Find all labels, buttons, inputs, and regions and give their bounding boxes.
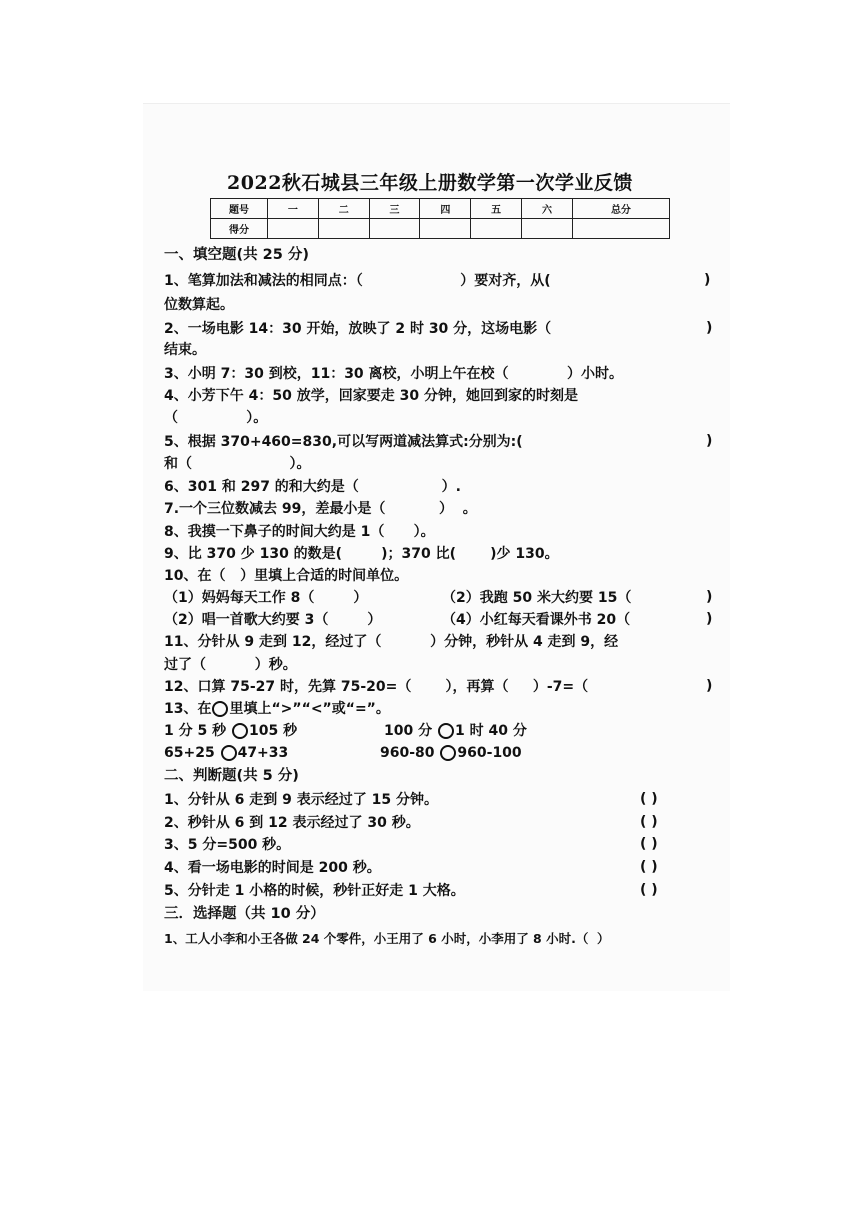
section-heading-fill: 一、填空题(共 25 分) [164, 247, 310, 263]
compare-right: 960-100 [457, 745, 522, 761]
judge-answer-paren[interactable]: ( ) [640, 859, 658, 875]
score-cell[interactable] [369, 219, 420, 239]
exam-title: 2022秋石城县三年级上册数学第一次学业反馈 [227, 172, 633, 194]
score-cell[interactable] [572, 219, 669, 239]
question-10-item-3: （2）唱一首歌大约要 3（ ） [164, 612, 382, 628]
compare-circle-icon[interactable] [221, 745, 237, 761]
compare-item-3 [164, 744, 288, 762]
paren-close: ) [706, 611, 713, 627]
question-10-item-1: （1）妈妈每天工作 8（ ） [164, 590, 368, 606]
question-11-line-2: 过了（ ）秒。 [164, 657, 297, 673]
question-4-line-1: 4、小芳下午 4：50 放学，回家要走 30 分钟，她回到家的时刻是 [164, 388, 578, 404]
question-5-line-1: 5、根据 370+460=830,可以写两道减法算式:分别为:( [164, 434, 523, 450]
score-table-header-row [211, 199, 670, 219]
compare-left: 100 分 [384, 723, 433, 739]
score-table [210, 198, 670, 239]
compare-item-2 [384, 722, 527, 740]
compare-left: 65+25 [164, 745, 215, 761]
question-10: 10、在（ ）里填上合适的时间单位。 [164, 568, 409, 584]
score-table-header-cell: 二 [318, 199, 369, 219]
compare-right: 47+33 [237, 745, 289, 761]
compare-circle-icon[interactable] [438, 723, 454, 739]
compare-item-4 [380, 744, 522, 762]
compare-left: 960-80 [380, 745, 435, 761]
question-3: 3、小明 7：30 到校，11：30 离校，小明上午在校（ ）小时。 [164, 366, 624, 382]
score-table-header-cell: 题号 [211, 199, 268, 219]
score-cell[interactable] [318, 219, 369, 239]
question-2-line-2: 结束。 [164, 342, 206, 358]
compare-right: 105 秒 [248, 723, 298, 739]
question-8: 8、我摸一下鼻子的时间大约是 1（ ）。 [164, 524, 435, 540]
question-6: 6、301 和 297 的和大约是（ ）. [164, 479, 461, 495]
score-cell[interactable] [471, 219, 522, 239]
score-table-header-cell: 一 [268, 199, 319, 219]
question-5-line-2: 和（ ）。 [164, 456, 311, 472]
score-cell[interactable] [420, 219, 471, 239]
judge-answer-paren[interactable]: ( ) [640, 882, 658, 898]
judge-item-1: 1、分针从 6 走到 9 表示经过了 15 分钟。 [164, 792, 438, 808]
choice-item-1: 1、工人小李和小王各做 24 个零件，小王用了 6 小时，小李用了 8 小时.（ ） [164, 931, 610, 946]
question-4-line-2: （ ）。 [164, 410, 268, 426]
score-table-score-row [211, 219, 670, 239]
judge-item-2: 2、秒针从 6 到 12 表示经过了 30 秒。 [164, 815, 420, 831]
paren-close: ) [706, 678, 713, 694]
question-10-item-2: （2）我跑 50 米大约要 15（ [442, 590, 632, 606]
compare-item-1 [164, 722, 297, 740]
judge-answer-paren[interactable]: ( ) [640, 836, 658, 852]
score-cell[interactable] [268, 219, 319, 239]
paren-close: ) [704, 272, 711, 288]
question-7: 7.一个三位数减去 99，差最小是（ ） 。 [164, 501, 477, 517]
score-table-header-cell: 总分 [572, 199, 669, 219]
compare-circle-icon[interactable] [232, 723, 248, 739]
compare-left: 1 分 5 秒 [164, 723, 227, 739]
section-heading-choice: 三．选择题（共 10 分） [164, 906, 325, 922]
score-cell[interactable] [522, 219, 573, 239]
judge-item-4: 4、看一场电影的时间是 200 秒。 [164, 860, 381, 876]
question-2-line-1: 2、一场电影 14：30 开始，放映了 2 时 30 分，这场电影（ [164, 321, 552, 337]
score-table-header-cell: 三 [369, 199, 420, 219]
judge-item-3: 3、5 分=500 秒。 [164, 837, 291, 853]
question-10-item-4: （4）小红每天看课外书 20（ [442, 612, 631, 628]
question-13-prefix: 13、在 [164, 701, 212, 717]
question-13-suffix: 里填上“>”“<”或“=”。 [229, 701, 390, 717]
score-row-label: 得分 [211, 219, 268, 239]
question-9: 9、比 370 少 130 的数是( )；370 比( )少 130。 [164, 546, 559, 562]
score-table-header-cell: 六 [522, 199, 573, 219]
judge-item-5: 5、分针走 1 小格的时候，秒针正好走 1 大格。 [164, 883, 465, 899]
section-heading-judge: 二、判断题(共 5 分) [164, 768, 299, 784]
compare-circle-icon [212, 701, 228, 717]
paren-close: ) [706, 589, 713, 605]
compare-right: 1 时 40 分 [454, 723, 527, 739]
score-table-header-cell: 四 [420, 199, 471, 219]
paren-close: ) [706, 320, 713, 336]
judge-answer-paren[interactable]: ( ) [640, 814, 658, 830]
score-table-header-cell: 五 [471, 199, 522, 219]
question-11-line-1: 11、分针从 9 走到 12，经过了（ ）分钟，秒针从 4 走到 9，经 [164, 634, 619, 650]
compare-circle-icon[interactable] [440, 745, 456, 761]
question-1-line-1: 1、笔算加法和减法的相同点：（ ）要对齐，从( [164, 273, 551, 289]
judge-answer-paren[interactable]: ( ) [640, 791, 658, 807]
paren-close: ) [706, 433, 713, 449]
question-12: 12、口算 75-27 时，先算 75-20=（ ），再算（ ）-7=（ [164, 679, 589, 695]
question-13-instruction [164, 700, 390, 718]
question-1-line-2: 位数算起。 [164, 297, 234, 313]
